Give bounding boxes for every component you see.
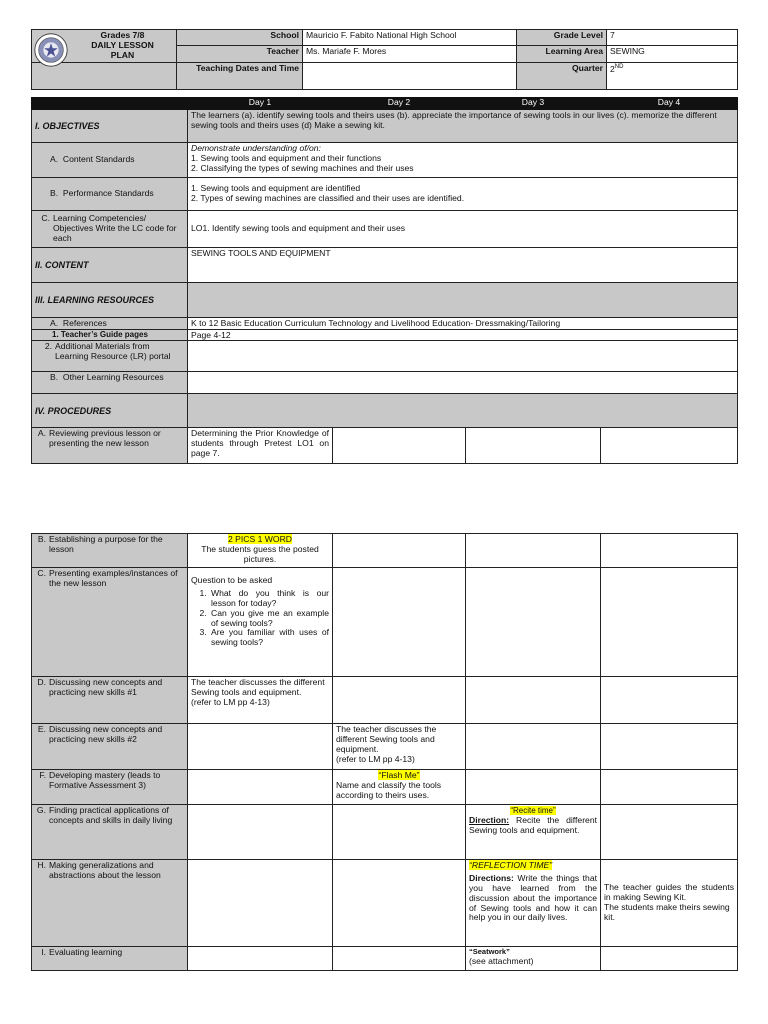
proc-a-label-cell — [32, 428, 188, 464]
proc-f-day1 — [188, 770, 333, 805]
proc-b-day2 — [333, 534, 466, 568]
guide-text: Page 4-12 — [188, 329, 738, 341]
resources-label: III. LEARNING RESOURCES — [32, 283, 188, 318]
proc-d-day4 — [601, 677, 738, 724]
proc-d-day1-text: The teacher discusses the different Sewing tools and equipment. — [191, 677, 325, 697]
grade-level-value: 7 — [607, 30, 738, 46]
proc-i-day2 — [333, 947, 466, 971]
competencies-key: C. — [41, 213, 50, 224]
objectives-text: The learners (a). identify sewing tools and theirs uses (b). appreciate the importance of sewing tools in our lives (c). memorize the different sewing tools and theirs uses (d) Make a sewing kit. — [188, 110, 738, 143]
proc-g-label: Finding practical applications of concepts and skills in daily living — [49, 805, 173, 825]
lesson-table-part-1 — [31, 97, 738, 464]
grade-level-label: Grade Level — [517, 30, 607, 46]
proc-c-day2 — [333, 568, 466, 677]
header-table — [31, 29, 738, 90]
proc-e-day1 — [188, 724, 333, 770]
quarter-suffix: ND — [614, 63, 624, 70]
recite-direction-label: Direction: — [469, 814, 510, 825]
quarter-value: 2 — [610, 63, 615, 74]
teacher-label: Teacher — [177, 46, 303, 62]
question-1: 1. What do you think is our lesson for today? — [209, 589, 329, 609]
proc-d-label-cell — [32, 677, 188, 724]
grades-text: Grades 7/8 — [100, 30, 145, 40]
guide-label: 1. Teacher’s Guide pages — [32, 329, 188, 341]
proc-c-day4 — [601, 568, 738, 677]
proc-c-day1 — [188, 568, 333, 677]
proc-g-day3-text: Recite the different Sewing tools and equipment. — [469, 814, 598, 835]
proc-b-day1-text: The students guess the posted pictures. — [201, 543, 319, 564]
proc-c-key: C. — [37, 568, 46, 578]
plan-title-1: DAILY LESSON — [91, 39, 154, 50]
day-4-header: Day 4 — [601, 98, 738, 110]
proc-e-day2-ref: (refer to LM pp 4-13) — [336, 753, 415, 764]
proc-e-day2-text: The teacher discusses the different Sewing tools and equipment. — [336, 724, 437, 754]
proc-i-label-cell — [32, 947, 188, 971]
proc-e-label-cell — [32, 724, 188, 770]
learning-area-value: SEWING — [607, 46, 738, 62]
proc-h-day2 — [333, 860, 466, 947]
proc-h-key: H. — [37, 860, 46, 870]
proc-e-day4 — [601, 724, 738, 770]
other-resources-label: B. Other Learning Resources — [32, 372, 188, 394]
competencies-label: Learning Competencies/ Objectives Write the LC code for each — [53, 213, 177, 243]
proc-b-day1 — [188, 534, 333, 568]
proc-i-day4 — [601, 947, 738, 971]
proc-h-day1 — [188, 860, 333, 947]
additional-text — [188, 341, 738, 372]
proc-g-day3 — [466, 805, 601, 860]
proc-a-day4 — [601, 428, 738, 464]
lesson-table-part-2 — [31, 533, 738, 971]
proc-h-day4-text-2: The students make theirs sewing kit. — [604, 902, 730, 922]
additional-label-cell — [32, 341, 188, 372]
seatwork-title: “Seatwork” — [469, 947, 510, 956]
additional-key: 2. — [44, 341, 52, 352]
additional-label: Additional Materials from Learning Resource (LR) portal — [55, 341, 171, 362]
quarter-label: Quarter — [517, 62, 607, 89]
proc-h-label: Making generalizations and abstractions about the lesson — [49, 860, 161, 880]
question-list — [209, 589, 329, 648]
proc-f-day2-text: Name and classify the tools according to theirs uses. — [336, 779, 442, 800]
proc-a-day3 — [466, 428, 601, 464]
day-2-header: Day 2 — [333, 98, 466, 110]
content-label: II. CONTENT — [32, 248, 188, 283]
proc-e-day2 — [333, 724, 466, 770]
proc-d-day1-ref: (refer to LM pp 4-13) — [191, 696, 270, 707]
content-standards-cell — [188, 143, 738, 178]
other-resources-text — [188, 372, 738, 394]
teacher-value: Ms. Mariafe F. Mores — [303, 46, 517, 62]
school-value: Mauricio F. Fabito National High School — [303, 30, 517, 46]
proc-b-day4 — [601, 534, 738, 568]
proc-g-day2 — [333, 805, 466, 860]
reflection-directions-label: Directions: — [469, 872, 514, 883]
dates-label: Teaching Dates and Time — [177, 62, 303, 89]
proc-c-label-cell — [32, 568, 188, 677]
proc-a-label: Reviewing previous lesson or presenting the new lesson — [49, 428, 161, 449]
performance-item-2: 2. Types of sewing machines are classified and their uses are identified. — [191, 193, 465, 203]
performance-item-1: 1. Sewing tools and equipment are identified — [191, 183, 361, 194]
competencies-text: LO1. Identify sewing tools and equipment and their uses — [188, 211, 738, 248]
learning-area-label: Learning Area — [517, 46, 607, 62]
procedures-label: IV. PROCEDURES — [32, 394, 188, 428]
references-label: A. References — [32, 318, 188, 330]
proc-g-key: G. — [36, 805, 46, 815]
reflection-time-title: “REFLECTION TIME” — [469, 860, 553, 870]
day-header-row — [32, 98, 738, 110]
proc-f-label-cell — [32, 770, 188, 805]
performance-standards-label: B. Performance Standards — [32, 178, 188, 211]
school-label: School — [177, 30, 303, 46]
proc-g-day1 — [188, 805, 333, 860]
proc-f-day3 — [466, 770, 601, 805]
objectives-label: I. OBJECTIVES — [32, 110, 188, 143]
proc-c-intro: Question to be asked — [191, 575, 273, 585]
references-text: K to 12 Basic Education Curriculum Technology and Livelihood Education- Dressmaking/Tailoring — [188, 318, 738, 330]
proc-b-key: B. — [37, 534, 46, 544]
proc-d-key: D. — [37, 677, 46, 687]
proc-a-key: A. — [37, 428, 46, 439]
content-standards-label: A. Content Standards — [32, 143, 188, 178]
proc-f-key: F. — [39, 770, 46, 780]
proc-c-day3 — [466, 568, 601, 677]
content-standards-item-2: 2. Classifying the types of sewing machines and their uses — [191, 162, 414, 173]
proc-g-label-cell — [32, 805, 188, 860]
day-1-header: Day 1 — [188, 98, 333, 110]
resources-blank — [188, 283, 738, 318]
content-text: SEWING TOOLS AND EQUIPMENT — [188, 248, 738, 283]
day-header-blank — [32, 98, 188, 110]
proc-i-key: I. — [41, 947, 46, 957]
competencies-label-cell — [32, 211, 188, 248]
two-pics-one-word-title: 2 PICS 1 WORD — [228, 534, 292, 544]
content-standards-intro: Demonstrate understanding of/on: — [191, 143, 321, 153]
proc-g-day4 — [601, 805, 738, 860]
deped-seal-logo — [34, 33, 68, 67]
proc-d-day2 — [333, 677, 466, 724]
proc-h-day4-text-1: The teacher guides the students in making Sewing Kit. — [604, 882, 734, 903]
proc-h-day4 — [601, 860, 738, 947]
proc-e-key: E. — [37, 724, 46, 734]
proc-b-day3 — [466, 534, 601, 568]
proc-e-label: Discussing new concepts and practicing new skills #2 — [49, 724, 163, 744]
proc-f-day4 — [601, 770, 738, 805]
proc-i-label: Evaluating learning — [49, 947, 123, 957]
proc-i-day1 — [188, 947, 333, 971]
plan-title-2: PLAN — [110, 49, 135, 60]
performance-standards-cell — [188, 178, 738, 211]
proc-a-day1: Determining the Prior Knowledge of students through Pretest LO1 on page 7. — [188, 428, 333, 464]
proc-h-day3-text: Write the things that you have learned from the discussion about the importance of Sewing tools and how it can help you in our daily lives. — [469, 872, 597, 923]
dates-value — [303, 62, 517, 89]
proc-i-day3 — [466, 947, 601, 971]
proc-d-label: Discussing new concepts and practicing new skills #1 — [49, 677, 163, 697]
proc-f-day2 — [333, 770, 466, 805]
proc-e-day3 — [466, 724, 601, 770]
proc-b-label-cell — [32, 534, 188, 568]
question-2: 2. Can you give me an example of sewing tools? — [209, 609, 329, 629]
seatwork-attachment: (see attachment) — [469, 955, 534, 966]
proc-d-day1 — [188, 677, 333, 724]
proc-b-label: Establishing a purpose for the lesson — [49, 534, 163, 554]
proc-c-label: Presenting examples/instances of the new lesson — [49, 568, 178, 588]
proc-a-day2 — [333, 428, 466, 464]
proc-h-label-cell — [32, 860, 188, 947]
quarter-cell — [607, 62, 738, 89]
content-standards-item-1: 1. Sewing tools and equipment and their functions — [191, 152, 382, 163]
recite-time-title: “Recite time” — [510, 806, 556, 815]
proc-d-day3 — [466, 677, 601, 724]
proc-f-label: Developing mastery (leads to Formative Assessment 3) — [49, 770, 161, 790]
flash-me-title: “Flash Me” — [378, 770, 420, 780]
proc-h-day3 — [466, 860, 601, 947]
question-3: 3. Are you familiar with uses of sewing tools? — [209, 628, 329, 648]
procedures-blank — [188, 394, 738, 428]
day-3-header: Day 3 — [466, 98, 601, 110]
